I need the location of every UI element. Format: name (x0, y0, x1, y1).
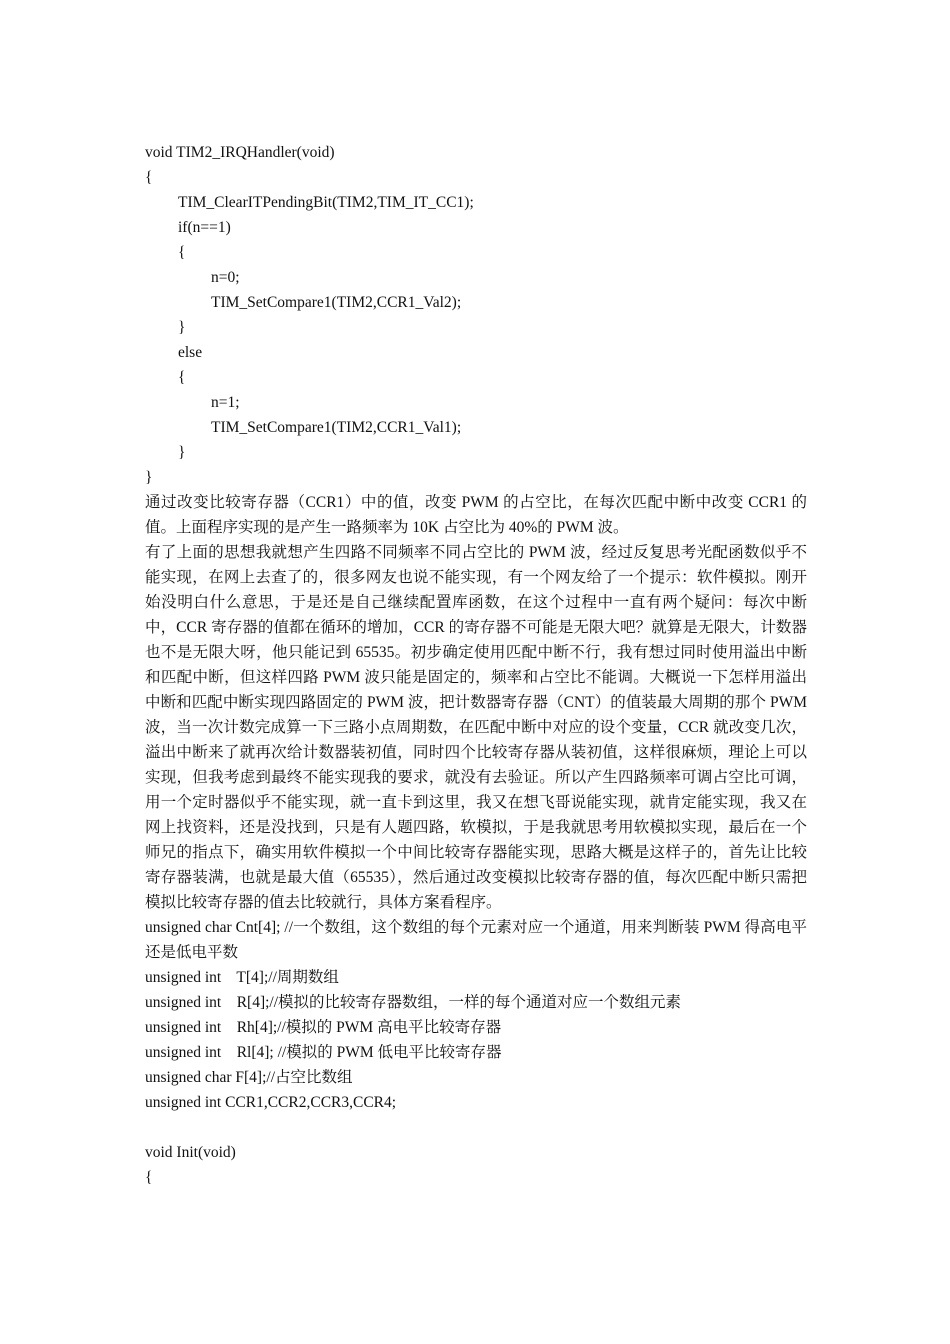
code-line: { (178, 244, 186, 261)
declaration-line: unsigned int T[4];//周期数组 (145, 969, 339, 986)
code-block-init (145, 1140, 807, 1190)
paragraph-ccr1-explanation: 通过改变比较寄存器（CCR1）中的值，改变 PWM 的占空比，在每次匹配中断中改变 CCR1 的值。上面程序实现的是产生一路频率为 10K 占空比为 40%的 PWM 波。 (145, 494, 807, 536)
code-line: void Init(void) (145, 1144, 236, 1161)
code-line: void TIM2_IRQHandler(void) (145, 144, 335, 161)
code-line: } (178, 319, 186, 336)
paragraph-cnt-declaration: unsigned char Cnt[4]; //一个数组，这个数组的每个元素对应一个通道，用来判断装 PWM 得高电平还是低电平数 (145, 919, 807, 961)
code-line: { (145, 169, 153, 186)
code-line: TIM_SetCompare1(TIM2,CCR1_Val2); (211, 294, 462, 311)
declaration-line: unsigned int Rh[4];//模拟的 PWM 高电平比较寄存器 (145, 1019, 502, 1036)
code-line: { (178, 369, 186, 386)
variable-declarations (145, 965, 807, 1115)
declaration-line: unsigned int R[4];//模拟的比较寄存器数组，一样的每个通道对应一个数组元素 (145, 994, 682, 1011)
code-line: { (145, 1169, 153, 1186)
code-block-irq-handler (145, 140, 807, 490)
code-line: TIM_ClearITPendingBit(TIM2,TIM_IT_CC1); (178, 194, 474, 211)
code-line: n=1; (211, 394, 240, 411)
declaration-line: unsigned int Rl[4]; //模拟的 PWM 低电平比较寄存器 (145, 1044, 502, 1061)
code-line: n=0; (211, 269, 240, 286)
code-line: TIM_SetCompare1(TIM2,CCR1_Val1); (211, 419, 462, 436)
declaration-line: unsigned char F[4];//占空比数组 (145, 1069, 353, 1086)
paragraph-four-pwm-discussion: 有了上面的思想我就想产生四路不同频率不同占空比的 PWM 波，经过反复思考光配函数似乎不能实现，在网上去查了的，很多网友也说不能实现，有一个网友给了一个提示：软件模拟。刚开始没明白什么意思，于是还是自己继续配置库函数，在这个过程中一直有两个疑问：每次中断中，CCR 寄存器的值都在循环的增加，CCR 的寄存器不可能是无限大吧？就算是无限大，计数器也不是无限大呀，他只能记到 65535。初步确定使用匹配中断不行，我有想过同时使用溢出中断和匹配中断，但这样四路 PWM 波只能是固定的，频率和占空比不能调。大概说一下怎样用溢出中断和匹配中断实现四路固定的 PWM 波，把计数器寄存器（CNT）的值装最大周期的那个 PWM 波，当一次计数完成算一下三路小点周期数，在匹配中断中对应的设个变量，CCR 就改变几次，溢出中断来了就再次给计数器装初值，同时四个比较寄存器从装初值，这样很麻烦，理论上可以实现，但我考虑到最终不能实现我的要求，就没有去验证。所以产生四路频率可调占空比可调，用一个定时器似乎不能实现，就一直卡到这里，我又在想飞哥说能实现，就肯定能实现，我又在网上找资料，还是没找到，只是有人题四路，软模拟，于是我就思考用软模拟实现，最后在一个师兄的指点下，确实用软件模拟一个中间比较寄存器能实现，思路大概是这样子的，首先让比较寄存器装满，也就是最大值（65535），然后通过改变模拟比较寄存器的值，每次匹配中断只需把模拟比较寄存器的值去比较就行，具体方案看程序。 (145, 544, 807, 911)
declaration-line: unsigned int CCR1,CCR2,CCR3,CCR4; (145, 1094, 397, 1111)
code-line: if(n==1) (178, 219, 231, 236)
code-line: else (178, 344, 203, 361)
code-line: } (178, 444, 186, 461)
code-line: } (145, 469, 153, 486)
page-content (145, 140, 807, 1190)
blank-line (145, 1115, 807, 1140)
